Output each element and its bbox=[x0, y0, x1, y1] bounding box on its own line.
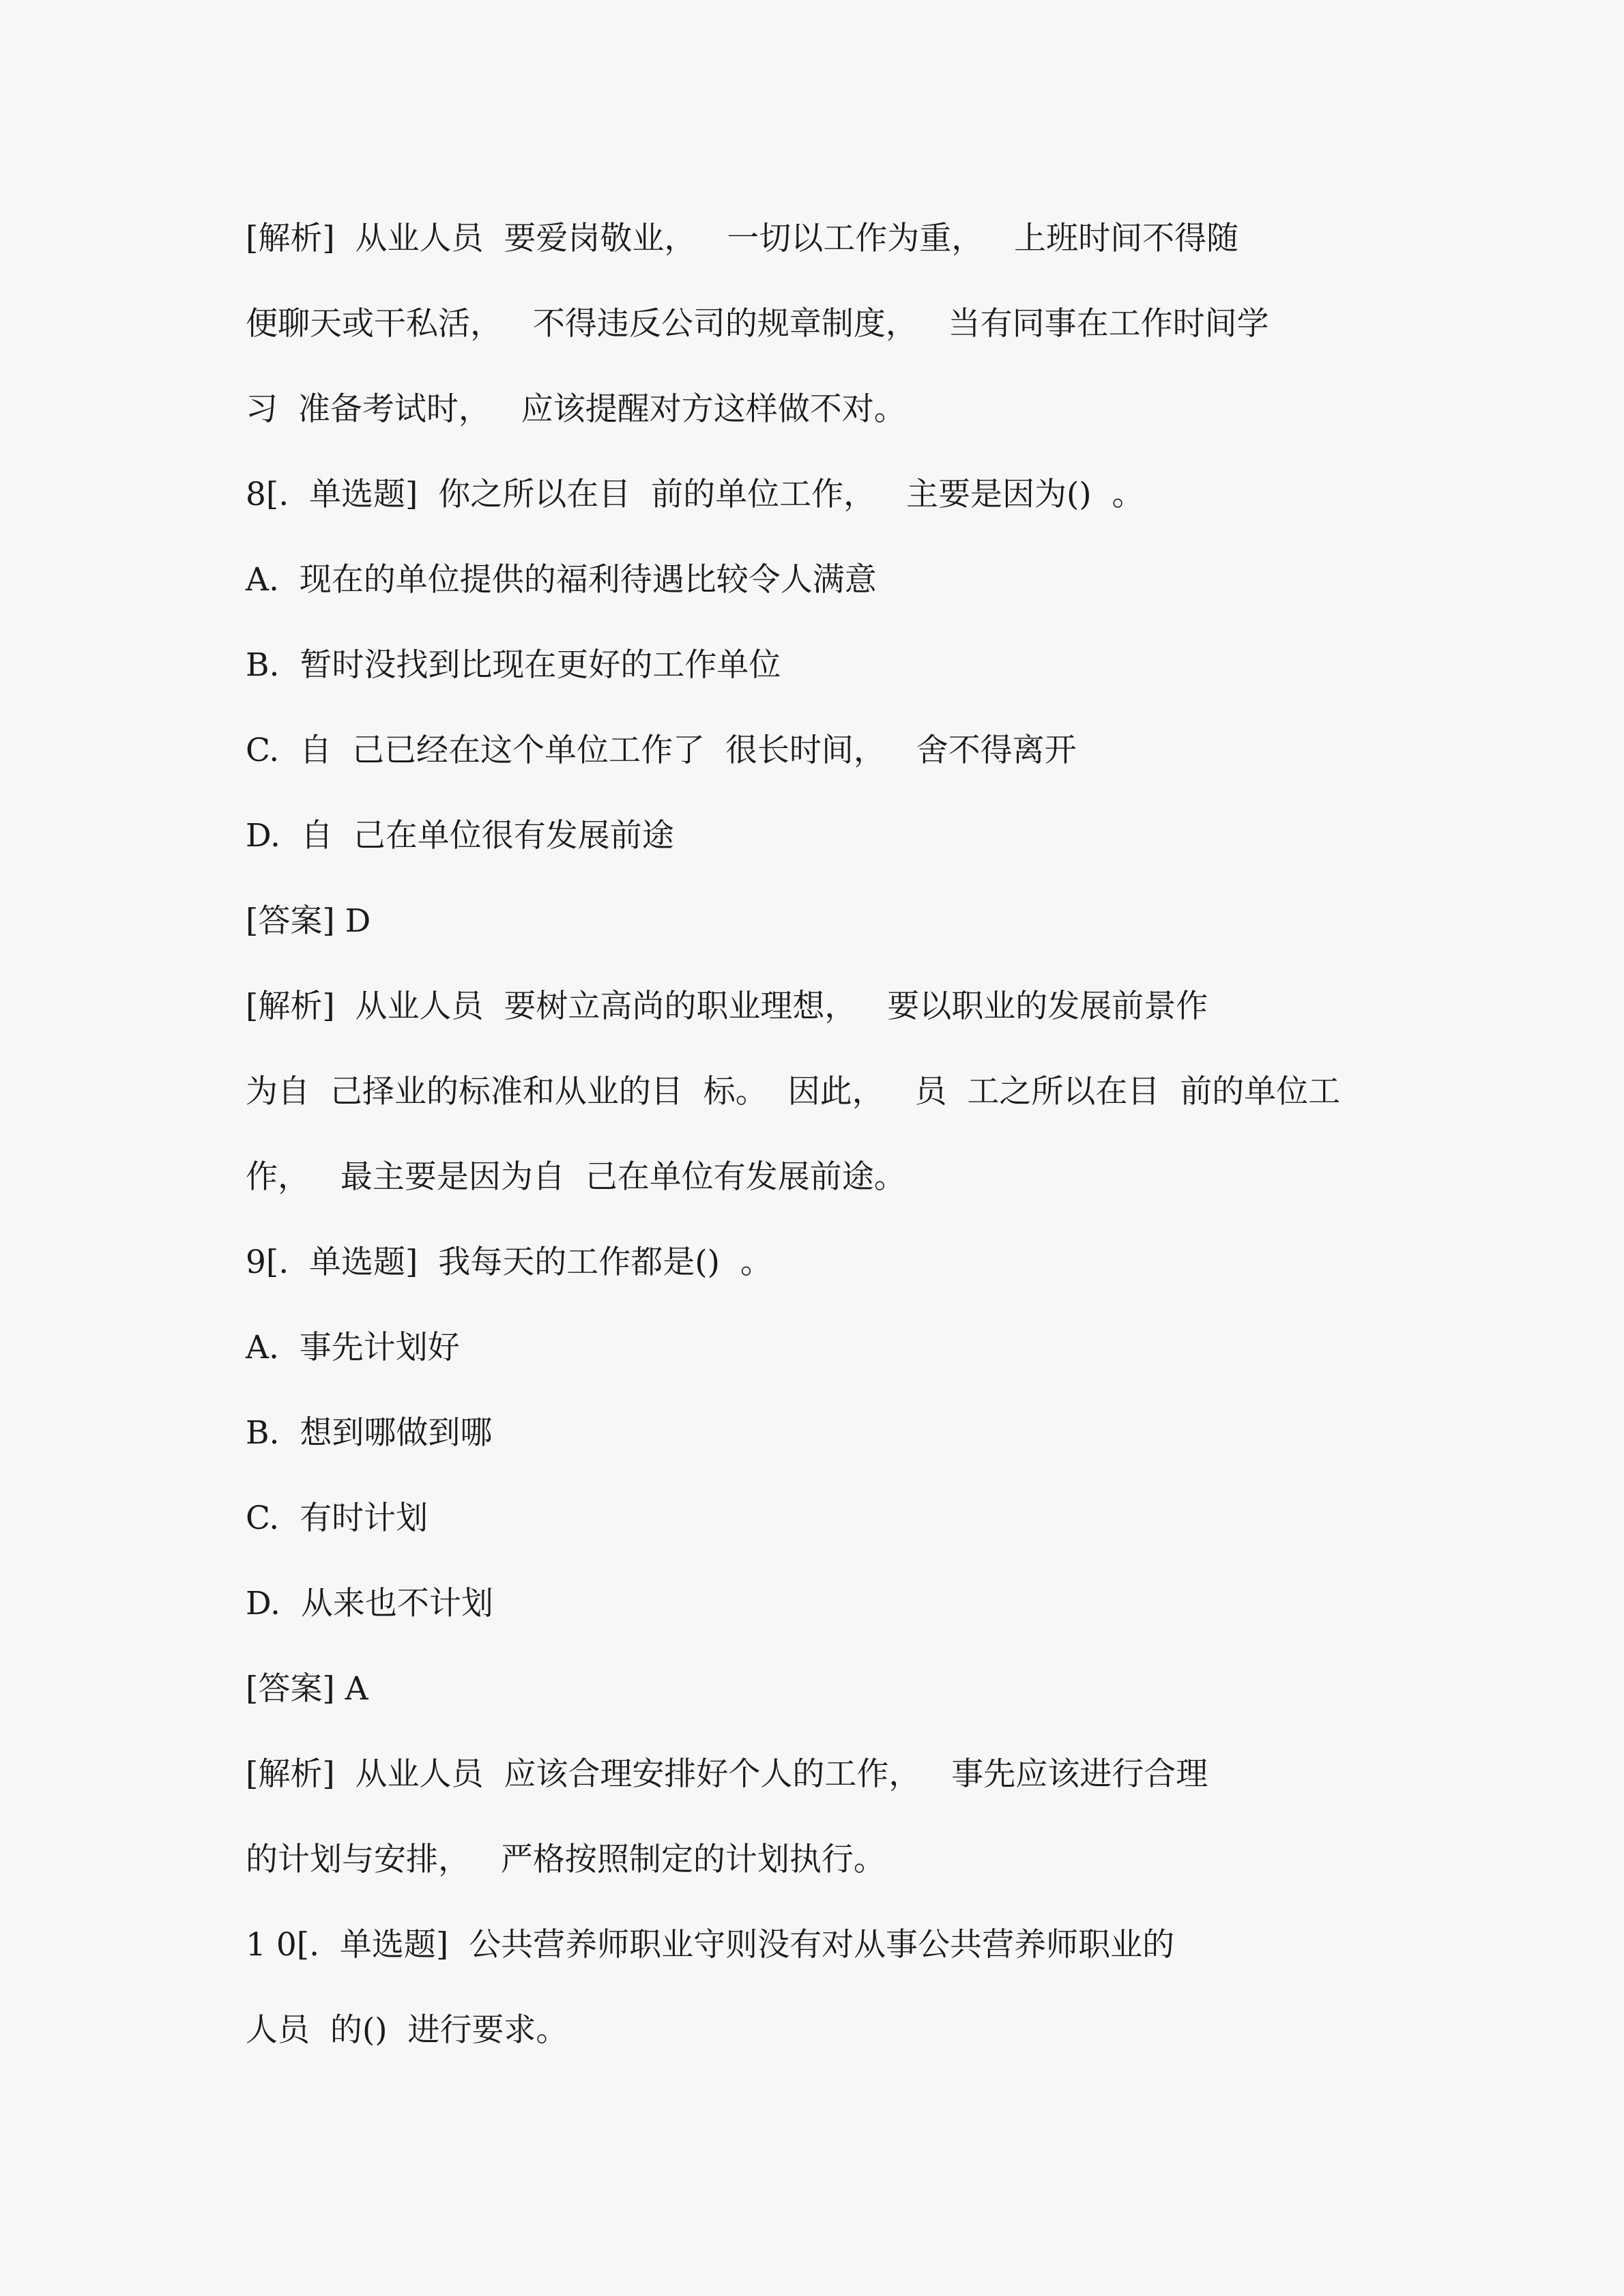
question-8-option-a: A. 现在的单位提供的福利待遇比较令人满意 bbox=[246, 561, 877, 599]
analysis-7-line-3: 习 准备考试时， 应该提醒对方这样做不对。 bbox=[246, 390, 906, 428]
question-9-option-b: B. 想到哪做到哪 bbox=[246, 1414, 493, 1452]
question-8: 8[. 单选题] 你之所以在目 前的单位工作， 主要是因为() 。 bbox=[246, 476, 1144, 513]
analysis-8-line-3: 作， 最主要是因为自 己在单位有发展前途。 bbox=[246, 1158, 906, 1196]
question-8-option-b: B. 暂时没找到比现在更好的工作单位 bbox=[246, 646, 781, 684]
question-9-option-d: D. 从来也不计划 bbox=[246, 1585, 493, 1622]
question-10-line-1: 1 0[. 单选题] 公共营养师职业守则没有对从事公共营养师职业的 bbox=[246, 1926, 1175, 1964]
analysis-7-line-1: [解析] 从业人员 要爱岗敬业， 一切以工作为重， 上班时间不得随 bbox=[246, 220, 1239, 257]
question-9-option-c: C. 有时计划 bbox=[246, 1499, 429, 1537]
question-8-option-c: C. 自 己已经在这个单位工作了 很长时间， 舍不得离开 bbox=[246, 732, 1077, 769]
question-10-line-2: 人员 的() 进行要求。 bbox=[246, 2011, 568, 2049]
question-8-option-d: D. 自 己在单位很有发展前途 bbox=[246, 817, 674, 855]
analysis-7-line-2: 便聊天或干私活， 不得违反公司的规章制度， 当有同事在工作时间学 bbox=[246, 305, 1269, 343]
analysis-9-line-2: 的计划与安排， 严格按照制定的计划执行。 bbox=[246, 1841, 886, 1878]
question-9-option-a: A. 事先计划好 bbox=[246, 1329, 460, 1366]
analysis-8-line-1: [解析] 从业人员 要树立高尚的职业理想， 要以职业的发展前景作 bbox=[246, 988, 1208, 1025]
question-9: 9[. 单选题] 我每天的工作都是() 。 bbox=[246, 1244, 772, 1281]
analysis-8-line-2: 为自 己择业的标准和从业的目 标。 因此， 员 工之所以在目 前的单位工 bbox=[246, 1073, 1341, 1110]
question-8-answer: [答案] D bbox=[246, 902, 371, 940]
question-9-answer: [答案] A bbox=[246, 1670, 368, 1708]
analysis-9-line-1: [解析] 从业人员 应该合理安排好个人的工作， 事先应该进行合理 bbox=[246, 1755, 1208, 1793]
